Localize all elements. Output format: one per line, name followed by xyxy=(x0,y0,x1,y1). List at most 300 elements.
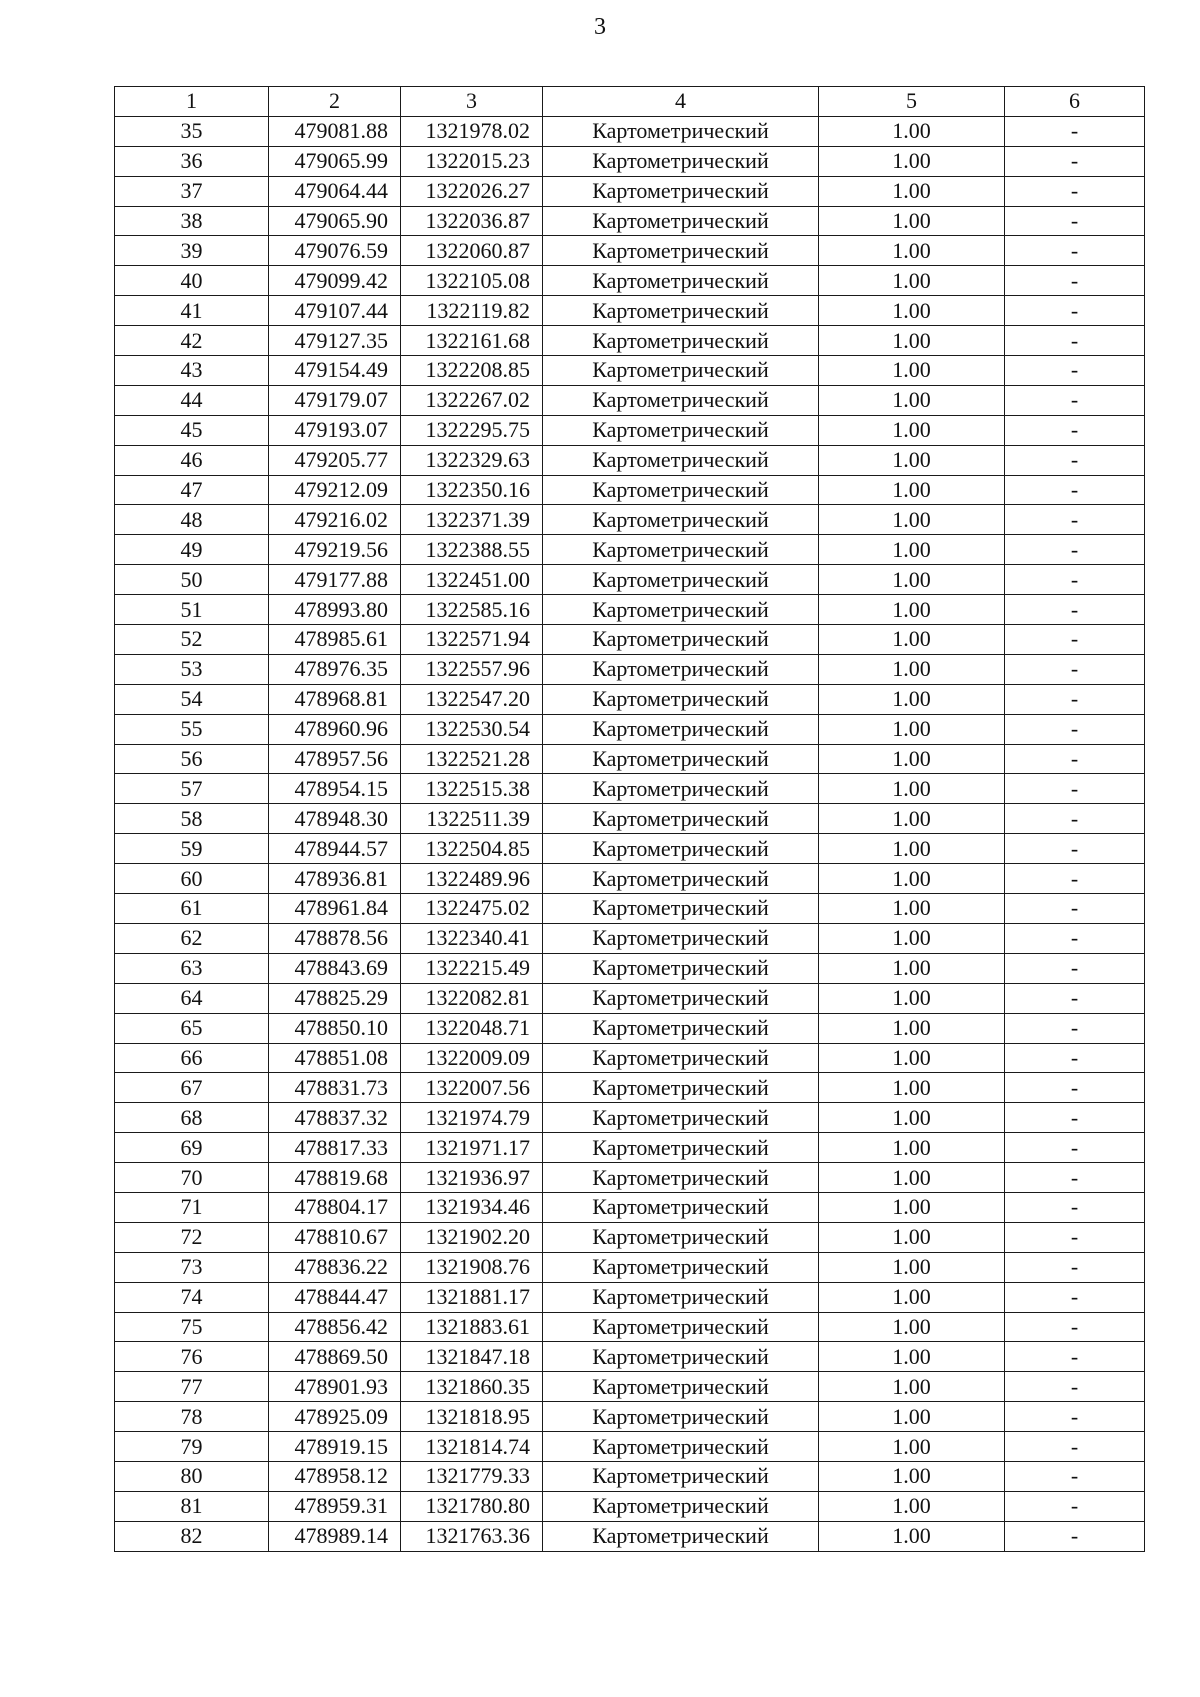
description-cell: - xyxy=(1005,1491,1145,1521)
table-row xyxy=(115,864,1145,894)
y-coordinate-cell: 1322161.68 xyxy=(401,326,543,356)
x-coordinate-cell: 478851.08 xyxy=(269,1043,401,1073)
table-row xyxy=(115,176,1145,206)
y-coordinate-cell: 1321902.20 xyxy=(401,1222,543,1252)
y-coordinate-cell: 1322060.87 xyxy=(401,236,543,266)
description-cell: - xyxy=(1005,385,1145,415)
accuracy-cell: 1.00 xyxy=(819,864,1005,894)
table-row xyxy=(115,505,1145,535)
x-coordinate-cell: 479064.44 xyxy=(269,176,401,206)
x-coordinate-cell: 478925.09 xyxy=(269,1402,401,1432)
point-number-cell: 60 xyxy=(115,864,269,894)
method-cell: Картометрический xyxy=(543,206,819,236)
method-cell: Картометрический xyxy=(543,983,819,1013)
description-cell: - xyxy=(1005,236,1145,266)
header-row xyxy=(115,87,1145,117)
description-cell: - xyxy=(1005,565,1145,595)
point-number-cell: 75 xyxy=(115,1312,269,1342)
y-coordinate-cell: 1321763.36 xyxy=(401,1521,543,1551)
table-row xyxy=(115,385,1145,415)
y-coordinate-cell: 1321779.33 xyxy=(401,1461,543,1491)
x-coordinate-cell: 478954.15 xyxy=(269,774,401,804)
y-coordinate-cell: 1322208.85 xyxy=(401,356,543,386)
method-cell: Картометрический xyxy=(543,146,819,176)
y-coordinate-cell: 1321881.17 xyxy=(401,1282,543,1312)
description-cell: - xyxy=(1005,296,1145,326)
method-cell: Картометрический xyxy=(543,1432,819,1462)
y-coordinate-cell: 1322451.00 xyxy=(401,565,543,595)
accuracy-cell: 1.00 xyxy=(819,176,1005,206)
y-coordinate-cell: 1321818.95 xyxy=(401,1402,543,1432)
point-number-cell: 63 xyxy=(115,953,269,983)
y-coordinate-cell: 1322350.16 xyxy=(401,475,543,505)
method-cell: Картометрический xyxy=(543,654,819,684)
description-cell: - xyxy=(1005,864,1145,894)
point-number-cell: 40 xyxy=(115,266,269,296)
x-coordinate-cell: 478817.33 xyxy=(269,1133,401,1163)
accuracy-cell: 1.00 xyxy=(819,385,1005,415)
method-cell: Картометрический xyxy=(543,1372,819,1402)
point-number-cell: 65 xyxy=(115,1013,269,1043)
point-number-cell: 74 xyxy=(115,1282,269,1312)
table-row xyxy=(115,1103,1145,1133)
y-coordinate-cell: 1322371.39 xyxy=(401,505,543,535)
description-cell: - xyxy=(1005,684,1145,714)
description-cell: - xyxy=(1005,923,1145,953)
point-number-cell: 81 xyxy=(115,1491,269,1521)
x-coordinate-cell: 479107.44 xyxy=(269,296,401,326)
y-coordinate-cell: 1322340.41 xyxy=(401,923,543,953)
description-cell: - xyxy=(1005,1372,1145,1402)
table-row xyxy=(115,296,1145,326)
x-coordinate-cell: 479065.99 xyxy=(269,146,401,176)
method-cell: Картометрический xyxy=(543,116,819,146)
accuracy-cell: 1.00 xyxy=(819,684,1005,714)
table-row xyxy=(115,206,1145,236)
y-coordinate-cell: 1321978.02 xyxy=(401,116,543,146)
description-cell: - xyxy=(1005,116,1145,146)
y-coordinate-cell: 1322530.54 xyxy=(401,714,543,744)
point-number-cell: 57 xyxy=(115,774,269,804)
x-coordinate-cell: 479179.07 xyxy=(269,385,401,415)
x-coordinate-cell: 478878.56 xyxy=(269,923,401,953)
y-coordinate-cell: 1322511.39 xyxy=(401,804,543,834)
point-number-cell: 77 xyxy=(115,1372,269,1402)
accuracy-cell: 1.00 xyxy=(819,445,1005,475)
x-coordinate-cell: 478958.12 xyxy=(269,1461,401,1491)
point-number-cell: 76 xyxy=(115,1342,269,1372)
table-row xyxy=(115,1133,1145,1163)
x-coordinate-cell: 478968.81 xyxy=(269,684,401,714)
accuracy-cell: 1.00 xyxy=(819,654,1005,684)
y-coordinate-cell: 1322119.82 xyxy=(401,296,543,326)
method-cell: Картометрический xyxy=(543,1103,819,1133)
point-number-cell: 58 xyxy=(115,804,269,834)
x-coordinate-cell: 478843.69 xyxy=(269,953,401,983)
description-cell: - xyxy=(1005,654,1145,684)
method-cell: Картометрический xyxy=(543,1013,819,1043)
x-coordinate-cell: 479205.77 xyxy=(269,445,401,475)
y-coordinate-cell: 1322388.55 xyxy=(401,535,543,565)
description-cell: - xyxy=(1005,505,1145,535)
description-cell: - xyxy=(1005,475,1145,505)
accuracy-cell: 1.00 xyxy=(819,505,1005,535)
table-row xyxy=(115,1013,1145,1043)
x-coordinate-cell: 479081.88 xyxy=(269,116,401,146)
accuracy-cell: 1.00 xyxy=(819,923,1005,953)
table-row xyxy=(115,744,1145,774)
method-cell: Картометрический xyxy=(543,535,819,565)
method-cell: Картометрический xyxy=(543,565,819,595)
x-coordinate-cell: 479076.59 xyxy=(269,236,401,266)
x-coordinate-cell: 479216.02 xyxy=(269,505,401,535)
method-cell: Картометрический xyxy=(543,834,819,864)
x-coordinate-cell: 478993.80 xyxy=(269,595,401,625)
description-cell: - xyxy=(1005,445,1145,475)
x-coordinate-cell: 478948.30 xyxy=(269,804,401,834)
accuracy-cell: 1.00 xyxy=(819,1133,1005,1163)
y-coordinate-cell: 1322082.81 xyxy=(401,983,543,1013)
header-cell-6: 6 xyxy=(1005,87,1145,117)
point-number-cell: 53 xyxy=(115,654,269,684)
description-cell: - xyxy=(1005,1103,1145,1133)
method-cell: Картометрический xyxy=(543,1282,819,1312)
method-cell: Картометрический xyxy=(543,475,819,505)
table-row xyxy=(115,146,1145,176)
y-coordinate-cell: 1321908.76 xyxy=(401,1252,543,1282)
description-cell: - xyxy=(1005,595,1145,625)
x-coordinate-cell: 478985.61 xyxy=(269,625,401,655)
accuracy-cell: 1.00 xyxy=(819,804,1005,834)
accuracy-cell: 1.00 xyxy=(819,774,1005,804)
point-number-cell: 66 xyxy=(115,1043,269,1073)
point-number-cell: 62 xyxy=(115,923,269,953)
accuracy-cell: 1.00 xyxy=(819,1222,1005,1252)
table-row xyxy=(115,116,1145,146)
table-row xyxy=(115,894,1145,924)
x-coordinate-cell: 478850.10 xyxy=(269,1013,401,1043)
table-row xyxy=(115,415,1145,445)
x-coordinate-cell: 478819.68 xyxy=(269,1163,401,1193)
point-number-cell: 61 xyxy=(115,894,269,924)
method-cell: Картометрический xyxy=(543,1252,819,1282)
table-row xyxy=(115,1282,1145,1312)
table-row xyxy=(115,654,1145,684)
x-coordinate-cell: 478844.47 xyxy=(269,1282,401,1312)
accuracy-cell: 1.00 xyxy=(819,983,1005,1013)
point-number-cell: 80 xyxy=(115,1461,269,1491)
x-coordinate-cell: 478825.29 xyxy=(269,983,401,1013)
description-cell: - xyxy=(1005,1043,1145,1073)
table-row xyxy=(115,1491,1145,1521)
description-cell: - xyxy=(1005,1432,1145,1462)
y-coordinate-cell: 1322489.96 xyxy=(401,864,543,894)
table-row xyxy=(115,923,1145,953)
y-coordinate-cell: 1321780.80 xyxy=(401,1491,543,1521)
coordinates-table xyxy=(114,86,1145,1552)
table-body xyxy=(115,87,1145,1552)
description-cell: - xyxy=(1005,894,1145,924)
accuracy-cell: 1.00 xyxy=(819,1043,1005,1073)
description-cell: - xyxy=(1005,1521,1145,1551)
table-row xyxy=(115,595,1145,625)
method-cell: Картометрический xyxy=(543,864,819,894)
accuracy-cell: 1.00 xyxy=(819,1103,1005,1133)
table-row xyxy=(115,1043,1145,1073)
table-row xyxy=(115,445,1145,475)
description-cell: - xyxy=(1005,356,1145,386)
table-row xyxy=(115,1222,1145,1252)
table-row xyxy=(115,266,1145,296)
description-cell: - xyxy=(1005,535,1145,565)
x-coordinate-cell: 479219.56 xyxy=(269,535,401,565)
table-row xyxy=(115,1252,1145,1282)
point-number-cell: 52 xyxy=(115,625,269,655)
point-number-cell: 42 xyxy=(115,326,269,356)
accuracy-cell: 1.00 xyxy=(819,1312,1005,1342)
point-number-cell: 78 xyxy=(115,1402,269,1432)
description-cell: - xyxy=(1005,744,1145,774)
description-cell: - xyxy=(1005,206,1145,236)
x-coordinate-cell: 478810.67 xyxy=(269,1222,401,1252)
accuracy-cell: 1.00 xyxy=(819,1432,1005,1462)
method-cell: Картометрический xyxy=(543,1133,819,1163)
accuracy-cell: 1.00 xyxy=(819,595,1005,625)
page-number: 3 xyxy=(594,14,606,40)
y-coordinate-cell: 1322009.09 xyxy=(401,1043,543,1073)
x-coordinate-cell: 478936.81 xyxy=(269,864,401,894)
y-coordinate-cell: 1322105.08 xyxy=(401,266,543,296)
point-number-cell: 48 xyxy=(115,505,269,535)
method-cell: Картометрический xyxy=(543,505,819,535)
method-cell: Картометрический xyxy=(543,1192,819,1222)
description-cell: - xyxy=(1005,983,1145,1013)
x-coordinate-cell: 478869.50 xyxy=(269,1342,401,1372)
description-cell: - xyxy=(1005,774,1145,804)
x-coordinate-cell: 479127.35 xyxy=(269,326,401,356)
method-cell: Картометрический xyxy=(543,1073,819,1103)
table-row xyxy=(115,1312,1145,1342)
x-coordinate-cell: 478837.32 xyxy=(269,1103,401,1133)
description-cell: - xyxy=(1005,1073,1145,1103)
accuracy-cell: 1.00 xyxy=(819,1013,1005,1043)
y-coordinate-cell: 1322295.75 xyxy=(401,415,543,445)
table-row xyxy=(115,1372,1145,1402)
x-coordinate-cell: 479177.88 xyxy=(269,565,401,595)
point-number-cell: 50 xyxy=(115,565,269,595)
method-cell: Картометрический xyxy=(543,1461,819,1491)
method-cell: Картометрический xyxy=(543,1342,819,1372)
table-row xyxy=(115,1163,1145,1193)
method-cell: Картометрический xyxy=(543,445,819,475)
y-coordinate-cell: 1322026.27 xyxy=(401,176,543,206)
method-cell: Картометрический xyxy=(543,1163,819,1193)
y-coordinate-cell: 1322015.23 xyxy=(401,146,543,176)
description-cell: - xyxy=(1005,1252,1145,1282)
method-cell: Картометрический xyxy=(543,415,819,445)
x-coordinate-cell: 478831.73 xyxy=(269,1073,401,1103)
point-number-cell: 45 xyxy=(115,415,269,445)
description-cell: - xyxy=(1005,1192,1145,1222)
accuracy-cell: 1.00 xyxy=(819,1282,1005,1312)
point-number-cell: 49 xyxy=(115,535,269,565)
point-number-cell: 70 xyxy=(115,1163,269,1193)
table-row xyxy=(115,1402,1145,1432)
point-number-cell: 51 xyxy=(115,595,269,625)
x-coordinate-cell: 478856.42 xyxy=(269,1312,401,1342)
x-coordinate-cell: 478989.14 xyxy=(269,1521,401,1551)
method-cell: Картометрический xyxy=(543,744,819,774)
method-cell: Картометрический xyxy=(543,804,819,834)
description-cell: - xyxy=(1005,1342,1145,1372)
y-coordinate-cell: 1322215.49 xyxy=(401,953,543,983)
y-coordinate-cell: 1322515.38 xyxy=(401,774,543,804)
table-row xyxy=(115,236,1145,266)
accuracy-cell: 1.00 xyxy=(819,116,1005,146)
accuracy-cell: 1.00 xyxy=(819,1252,1005,1282)
accuracy-cell: 1.00 xyxy=(819,356,1005,386)
y-coordinate-cell: 1322585.16 xyxy=(401,595,543,625)
description-cell: - xyxy=(1005,625,1145,655)
table-row xyxy=(115,714,1145,744)
point-number-cell: 67 xyxy=(115,1073,269,1103)
point-number-cell: 41 xyxy=(115,296,269,326)
y-coordinate-cell: 1321936.97 xyxy=(401,1163,543,1193)
header-cell-4: 4 xyxy=(543,87,819,117)
point-number-cell: 56 xyxy=(115,744,269,774)
y-coordinate-cell: 1321971.17 xyxy=(401,1133,543,1163)
y-coordinate-cell: 1322267.02 xyxy=(401,385,543,415)
accuracy-cell: 1.00 xyxy=(819,834,1005,864)
accuracy-cell: 1.00 xyxy=(819,1163,1005,1193)
description-cell: - xyxy=(1005,1312,1145,1342)
description-cell: - xyxy=(1005,326,1145,356)
table-row xyxy=(115,1432,1145,1462)
y-coordinate-cell: 1321934.46 xyxy=(401,1192,543,1222)
accuracy-cell: 1.00 xyxy=(819,266,1005,296)
accuracy-cell: 1.00 xyxy=(819,475,1005,505)
accuracy-cell: 1.00 xyxy=(819,953,1005,983)
description-cell: - xyxy=(1005,176,1145,206)
method-cell: Картометрический xyxy=(543,1043,819,1073)
y-coordinate-cell: 1321883.61 xyxy=(401,1312,543,1342)
accuracy-cell: 1.00 xyxy=(819,535,1005,565)
point-number-cell: 39 xyxy=(115,236,269,266)
y-coordinate-cell: 1322557.96 xyxy=(401,654,543,684)
method-cell: Картометрический xyxy=(543,1222,819,1252)
x-coordinate-cell: 478901.93 xyxy=(269,1372,401,1402)
method-cell: Картометрический xyxy=(543,1491,819,1521)
table-row xyxy=(115,1342,1145,1372)
y-coordinate-cell: 1322007.56 xyxy=(401,1073,543,1103)
point-number-cell: 68 xyxy=(115,1103,269,1133)
accuracy-cell: 1.00 xyxy=(819,1073,1005,1103)
table-row xyxy=(115,1521,1145,1551)
point-number-cell: 37 xyxy=(115,176,269,206)
table-row xyxy=(115,1073,1145,1103)
y-coordinate-cell: 1322571.94 xyxy=(401,625,543,655)
x-coordinate-cell: 478804.17 xyxy=(269,1192,401,1222)
table-row xyxy=(115,834,1145,864)
method-cell: Картометрический xyxy=(543,894,819,924)
table-row xyxy=(115,684,1145,714)
accuracy-cell: 1.00 xyxy=(819,1402,1005,1432)
table-row xyxy=(115,774,1145,804)
point-number-cell: 73 xyxy=(115,1252,269,1282)
table-row xyxy=(115,1192,1145,1222)
method-cell: Картометрический xyxy=(543,385,819,415)
description-cell: - xyxy=(1005,1461,1145,1491)
accuracy-cell: 1.00 xyxy=(819,625,1005,655)
description-cell: - xyxy=(1005,834,1145,864)
table-row xyxy=(115,475,1145,505)
y-coordinate-cell: 1321974.79 xyxy=(401,1103,543,1133)
y-coordinate-cell: 1322036.87 xyxy=(401,206,543,236)
method-cell: Картометрический xyxy=(543,356,819,386)
method-cell: Картометрический xyxy=(543,296,819,326)
accuracy-cell: 1.00 xyxy=(819,894,1005,924)
point-number-cell: 46 xyxy=(115,445,269,475)
accuracy-cell: 1.00 xyxy=(819,1521,1005,1551)
y-coordinate-cell: 1321814.74 xyxy=(401,1432,543,1462)
point-number-cell: 47 xyxy=(115,475,269,505)
y-coordinate-cell: 1322504.85 xyxy=(401,834,543,864)
table-row xyxy=(115,565,1145,595)
table-row xyxy=(115,356,1145,386)
header-cell-1: 1 xyxy=(115,87,269,117)
point-number-cell: 55 xyxy=(115,714,269,744)
header-cell-2: 2 xyxy=(269,87,401,117)
accuracy-cell: 1.00 xyxy=(819,1491,1005,1521)
method-cell: Картометрический xyxy=(543,1521,819,1551)
accuracy-cell: 1.00 xyxy=(819,1342,1005,1372)
x-coordinate-cell: 478957.56 xyxy=(269,744,401,774)
point-number-cell: 64 xyxy=(115,983,269,1013)
x-coordinate-cell: 478976.35 xyxy=(269,654,401,684)
method-cell: Картометрический xyxy=(543,684,819,714)
header-cell-5: 5 xyxy=(819,87,1005,117)
y-coordinate-cell: 1322048.71 xyxy=(401,1013,543,1043)
method-cell: Картометрический xyxy=(543,1312,819,1342)
method-cell: Картометрический xyxy=(543,1402,819,1432)
x-coordinate-cell: 479099.42 xyxy=(269,266,401,296)
method-cell: Картометрический xyxy=(543,176,819,206)
description-cell: - xyxy=(1005,1163,1145,1193)
point-number-cell: 82 xyxy=(115,1521,269,1551)
description-cell: - xyxy=(1005,1222,1145,1252)
accuracy-cell: 1.00 xyxy=(819,1372,1005,1402)
table-row xyxy=(115,804,1145,834)
description-cell: - xyxy=(1005,714,1145,744)
header-cell-3: 3 xyxy=(401,87,543,117)
point-number-cell: 35 xyxy=(115,116,269,146)
accuracy-cell: 1.00 xyxy=(819,326,1005,356)
table-row xyxy=(115,625,1145,655)
point-number-cell: 43 xyxy=(115,356,269,386)
x-coordinate-cell: 479193.07 xyxy=(269,415,401,445)
table-row xyxy=(115,535,1145,565)
table-row xyxy=(115,326,1145,356)
point-number-cell: 59 xyxy=(115,834,269,864)
point-number-cell: 36 xyxy=(115,146,269,176)
method-cell: Картометрический xyxy=(543,774,819,804)
point-number-cell: 54 xyxy=(115,684,269,714)
accuracy-cell: 1.00 xyxy=(819,1192,1005,1222)
point-number-cell: 72 xyxy=(115,1222,269,1252)
x-coordinate-cell: 478960.96 xyxy=(269,714,401,744)
method-cell: Картометрический xyxy=(543,266,819,296)
y-coordinate-cell: 1322329.63 xyxy=(401,445,543,475)
